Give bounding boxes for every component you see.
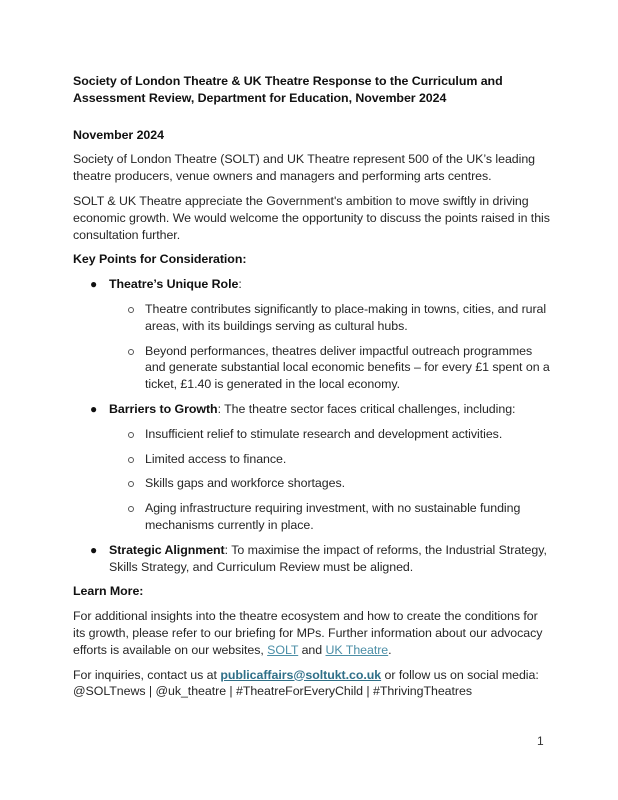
- sub-item: [109, 451, 553, 468]
- key-points-heading: Key Points for Consideration:: [73, 252, 247, 267]
- key-point-item: [73, 276, 553, 393]
- circle-bullet-icon: [128, 506, 134, 512]
- circle-bullet-icon: [128, 307, 134, 313]
- contact-paragraph: [73, 667, 553, 701]
- circle-bullet-icon: [128, 349, 134, 355]
- sub-item-text: Limited access to finance.: [145, 451, 287, 466]
- email-link[interactable]: publicaffairs@soltukt.co.uk: [220, 667, 382, 682]
- intro-paragraph: Society of London Theatre (SOLT) and UK Theatre represent 500 of the UK’s leading theatre producers, venue owners and managers and performing arts centres.: [73, 152, 536, 184]
- sub-list: [109, 301, 553, 393]
- bullet-icon: ●: [90, 277, 98, 292]
- bullet-icon: ●: [90, 401, 98, 416]
- solt-link[interactable]: SOLT: [267, 642, 299, 657]
- bullet-icon: ●: [90, 542, 98, 557]
- key-points-list: [73, 276, 553, 575]
- key-point-text: :: [238, 277, 242, 292]
- contact-text: For inquiries, contact us at: [73, 667, 221, 682]
- document-date: November 2024: [73, 127, 164, 142]
- sub-item-text: Aging infrastructure requiring investment, with no sustainable funding mechanisms currently in place.: [145, 501, 521, 532]
- sub-item: [109, 500, 553, 534]
- sub-item-text: Beyond performances, theatres deliver impactful outreach programmes and generate substantial local economic benefits – for every £1 spent on a ticket, £1.40 is generated in the local economy.: [145, 343, 550, 392]
- document-title: Society of London Theatre & UK Theatre Response to the Curriculum and Assessment Review, Department for Education, November 2024: [73, 74, 503, 105]
- document-content: [73, 73, 553, 708]
- circle-bullet-icon: [128, 432, 134, 438]
- key-point-item: [73, 401, 553, 534]
- learn-more-heading: Learn More:: [73, 584, 144, 599]
- learn-more-paragraph: [73, 608, 553, 658]
- sub-list: [109, 426, 553, 534]
- sub-item-text: Insufficient relief to stimulate research and development activities.: [145, 426, 503, 441]
- learn-more-text: For additional insights into the theatre ecosystem and how to create the conditions for its growth, please refer to our briefing for MPs. Further information about our advocacy efforts is available on our websites,: [73, 609, 543, 657]
- key-point-label: Barriers to Growth: [109, 401, 218, 416]
- sub-item: [109, 475, 553, 492]
- sub-item: [109, 343, 553, 393]
- page-number: 1: [537, 734, 544, 748]
- learn-more-text: and: [298, 642, 326, 657]
- key-point-item: [73, 542, 553, 576]
- sub-item: [109, 426, 553, 443]
- learn-more-text: .: [388, 642, 392, 657]
- key-point-label: Strategic Alignment: [109, 542, 225, 557]
- uk-theatre-link[interactable]: UK Theatre: [325, 642, 389, 657]
- sub-item-text: Theatre contributes significantly to place-making in towns, cities, and rural areas, with its buildings serving as cultural hubs.: [145, 301, 547, 333]
- contact-text: or follow us on social media: @SOLTnews | @uk_theatre | #TheatreForEveryChild | #ThrivingTheatres: [73, 667, 539, 699]
- key-point-text: : To maximise the impact of reforms, the Industrial Strategy, Skills Strategy, and Curriculum Review must be aligned.: [109, 542, 547, 574]
- circle-bullet-icon: [128, 457, 134, 463]
- sub-item-text: Skills gaps and workforce shortages.: [145, 476, 345, 491]
- key-point-label: Theatre’s Unique Role: [109, 277, 239, 292]
- sub-item: [109, 301, 553, 335]
- intro-paragraph: SOLT & UK Theatre appreciate the Government's ambition to move swiftly in driving economic growth. We would welcome the opportunity to discuss the points raised in this consultation further.: [73, 193, 550, 242]
- key-point-text: : The theatre sector faces critical challenges, including:: [217, 401, 516, 416]
- circle-bullet-icon: [128, 481, 134, 487]
